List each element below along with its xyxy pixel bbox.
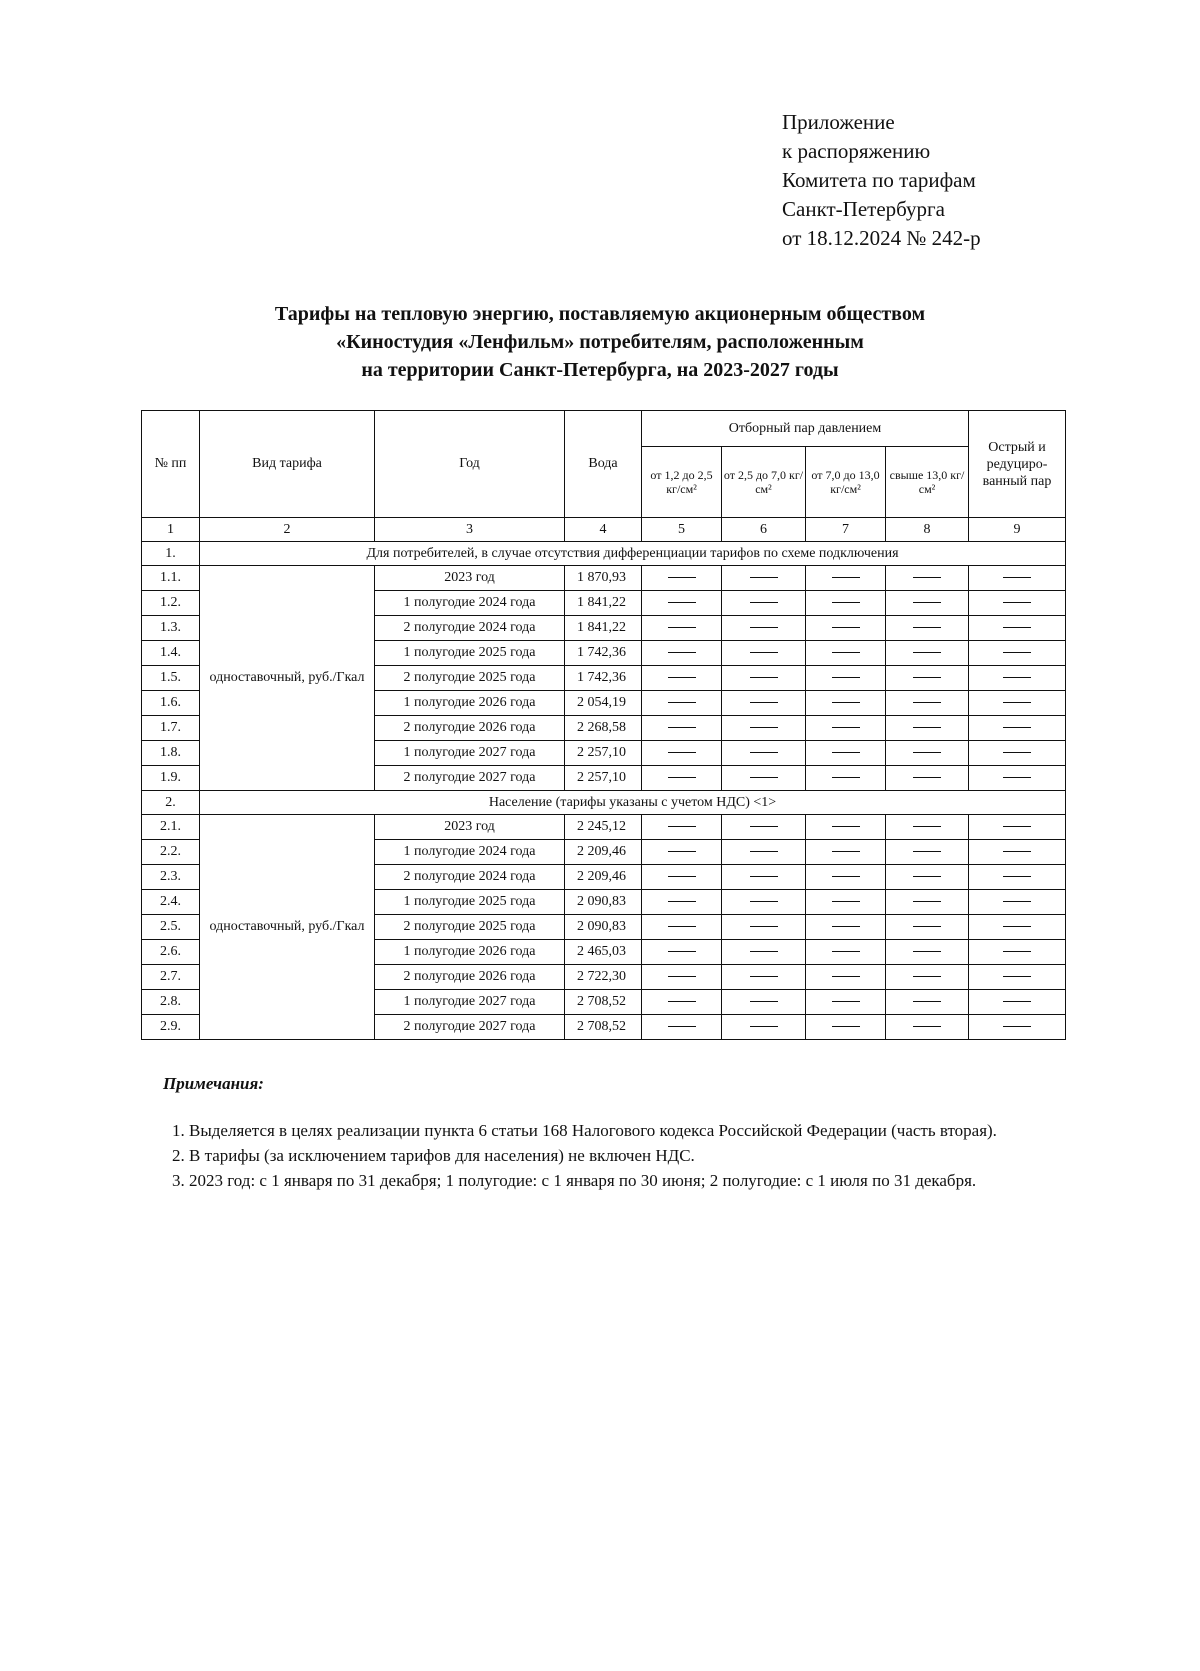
empty-value-cell [806,566,886,591]
section-title: Для потребителей, в случае отсутствия дифференциации тарифов по схеме подключения [200,542,1066,566]
dash-mark [750,1001,778,1002]
water-value: 2 257,10 [565,741,642,766]
year-cell: 1 полугодие 2025 года [375,641,565,666]
dash-mark [750,976,778,977]
empty-value-cell [886,940,969,965]
empty-value-cell [642,965,722,990]
row-number: 1.2. [142,591,200,616]
dash-mark [832,851,860,852]
water-value: 2 054,19 [565,691,642,716]
dash-mark [1003,752,1031,753]
dash-mark [1003,976,1031,977]
header-sharp-steam: Острый и редуциро-ванный пар [969,411,1066,518]
dash-mark [832,826,860,827]
empty-value-cell [722,741,806,766]
dash-mark [913,876,941,877]
dash-mark [668,1026,696,1027]
header-steam-3: от 7,0 до 13,0 кг/см² [806,447,886,518]
dash-mark [668,777,696,778]
appendix-block [782,108,981,253]
note-item: 3. 2023 год: с 1 января по 31 декабря; 1 полугодие: с 1 января по 30 июня; 2 полугодие: с 1 июля по 31 декабря. [189,1168,997,1193]
empty-value-cell [806,691,886,716]
year-cell: 2023 год [375,815,565,840]
dash-mark [1003,876,1031,877]
empty-value-cell [722,716,806,741]
dash-mark [750,727,778,728]
dash-mark [668,602,696,603]
row-number: 2.5. [142,915,200,940]
appendix-line: от 18.12.2024 № 242-р [782,226,981,250]
empty-value-cell [886,641,969,666]
table-row [142,815,1066,840]
title-line: «Киностудия «Ленфильм» потребителям, расположенным [336,331,864,353]
dash-mark [913,1026,941,1027]
notes-list [163,1118,997,1193]
dash-mark [832,702,860,703]
empty-value-cell [969,815,1066,840]
water-value: 2 209,46 [565,840,642,865]
water-value: 1 742,36 [565,666,642,691]
empty-value-cell [722,566,806,591]
dash-mark [832,976,860,977]
empty-value-cell [886,1015,969,1040]
dash-mark [750,926,778,927]
dash-mark [668,851,696,852]
dash-mark [750,702,778,703]
dash-mark [750,901,778,902]
empty-value-cell [722,666,806,691]
empty-value-cell [886,716,969,741]
year-cell: 2 полугодие 2027 года [375,1015,565,1040]
row-number: 1.5. [142,666,200,691]
row-number: 2.2. [142,840,200,865]
empty-value-cell [722,1015,806,1040]
empty-value-cell [722,766,806,791]
row-number: 1.4. [142,641,200,666]
empty-value-cell [969,840,1066,865]
empty-value-cell [722,915,806,940]
water-value: 1 742,36 [565,641,642,666]
empty-value-cell [806,666,886,691]
empty-value-cell [722,691,806,716]
empty-value-cell [722,815,806,840]
dash-mark [668,577,696,578]
water-value: 2 090,83 [565,890,642,915]
header-year: Год [375,411,565,518]
empty-value-cell [642,865,722,890]
empty-value-cell [806,741,886,766]
header-water: Вода [565,411,642,518]
dash-mark [668,976,696,977]
empty-value-cell [969,716,1066,741]
dash-mark [913,577,941,578]
dash-mark [832,677,860,678]
dash-mark [913,752,941,753]
year-cell: 2 полугодие 2026 года [375,716,565,741]
water-value: 1 870,93 [565,566,642,591]
empty-value-cell [886,691,969,716]
water-value: 2 268,58 [565,716,642,741]
dash-mark [750,652,778,653]
empty-value-cell [642,915,722,940]
empty-value-cell [642,766,722,791]
dash-mark [668,826,696,827]
section-row [142,791,1066,815]
year-cell: 1 полугодие 2024 года [375,840,565,865]
empty-value-cell [806,840,886,865]
dash-mark [750,602,778,603]
dash-mark [668,652,696,653]
empty-value-cell [642,566,722,591]
dash-mark [1003,1001,1031,1002]
dash-mark [750,777,778,778]
dash-mark [1003,627,1031,628]
empty-value-cell [642,666,722,691]
tariff-type-cell: одноставочный, руб./Гкал [200,566,375,791]
empty-value-cell [969,766,1066,791]
dash-mark [750,851,778,852]
column-number: 7 [806,518,886,542]
water-value: 2 245,12 [565,815,642,840]
dash-mark [832,727,860,728]
empty-value-cell [806,641,886,666]
empty-value-cell [722,641,806,666]
empty-value-cell [722,616,806,641]
dash-mark [913,1001,941,1002]
year-cell: 2023 год [375,566,565,591]
dash-mark [668,752,696,753]
water-value: 1 841,22 [565,591,642,616]
row-number: 2.8. [142,990,200,1015]
empty-value-cell [969,865,1066,890]
year-cell: 2 полугодие 2024 года [375,616,565,641]
dash-mark [913,727,941,728]
water-value: 2 090,83 [565,915,642,940]
row-number: 1.3. [142,616,200,641]
empty-value-cell [886,766,969,791]
column-number: 4 [565,518,642,542]
empty-value-cell [969,666,1066,691]
dash-mark [913,826,941,827]
column-numbers-row [142,518,1066,542]
empty-value-cell [969,940,1066,965]
year-cell: 2 полугодие 2024 года [375,865,565,890]
year-cell: 2 полугодие 2025 года [375,666,565,691]
dash-mark [668,727,696,728]
empty-value-cell [886,741,969,766]
dash-mark [832,1001,860,1002]
empty-value-cell [806,940,886,965]
empty-value-cell [886,591,969,616]
section-row [142,542,1066,566]
dash-mark [913,652,941,653]
note-item: 1. Выделяется в целях реализации пункта 6 статьи 168 Налогового кодекса Российской Федерации (часть вторая). [189,1118,997,1143]
empty-value-cell [642,890,722,915]
appendix-line: к распоряжению [782,139,931,163]
dash-mark [668,901,696,902]
empty-value-cell [969,591,1066,616]
dash-mark [668,677,696,678]
section-number: 2. [142,791,200,815]
dash-mark [668,876,696,877]
empty-value-cell [642,716,722,741]
empty-value-cell [722,965,806,990]
column-number: 8 [886,518,969,542]
dash-mark [750,677,778,678]
dash-mark [750,1026,778,1027]
empty-value-cell [642,940,722,965]
column-number: 2 [200,518,375,542]
empty-value-cell [806,915,886,940]
year-cell: 1 полугодие 2026 года [375,691,565,716]
dash-mark [832,901,860,902]
dash-mark [1003,577,1031,578]
dash-mark [750,627,778,628]
row-number: 1.6. [142,691,200,716]
empty-value-cell [886,965,969,990]
header-num: № пп [142,411,200,518]
empty-value-cell [806,965,886,990]
empty-value-cell [642,691,722,716]
dash-mark [913,777,941,778]
dash-mark [668,926,696,927]
empty-value-cell [806,716,886,741]
row-number: 2.7. [142,965,200,990]
empty-value-cell [886,865,969,890]
empty-value-cell [969,990,1066,1015]
dash-mark [913,951,941,952]
row-number: 2.4. [142,890,200,915]
dash-mark [1003,602,1031,603]
dash-mark [1003,951,1031,952]
empty-value-cell [806,766,886,791]
dash-mark [750,752,778,753]
year-cell: 1 полугодие 2024 года [375,591,565,616]
notes-block [163,1074,997,1193]
dash-mark [1003,727,1031,728]
empty-value-cell [886,666,969,691]
year-cell: 1 полугодие 2026 года [375,940,565,965]
dash-mark [750,826,778,827]
dash-mark [668,627,696,628]
empty-value-cell [642,815,722,840]
dash-mark [832,602,860,603]
empty-value-cell [806,890,886,915]
dash-mark [668,1001,696,1002]
dash-mark [913,851,941,852]
dash-mark [1003,777,1031,778]
dash-mark [913,926,941,927]
empty-value-cell [722,591,806,616]
empty-value-cell [806,1015,886,1040]
water-value: 1 841,22 [565,616,642,641]
empty-value-cell [642,840,722,865]
row-number: 2.1. [142,815,200,840]
dash-mark [832,1026,860,1027]
dash-mark [832,577,860,578]
column-number: 1 [142,518,200,542]
year-cell: 1 полугодие 2025 года [375,890,565,915]
title-line: на территории Санкт-Петербурга, на 2023-2027 годы [361,359,839,381]
dash-mark [913,702,941,703]
header-steam-1: от 1,2 до 2,5 кг/см² [642,447,722,518]
empty-value-cell [886,915,969,940]
water-value: 2 722,30 [565,965,642,990]
dash-mark [832,627,860,628]
empty-value-cell [806,591,886,616]
dash-mark [1003,677,1031,678]
empty-value-cell [722,940,806,965]
water-value: 2 465,03 [565,940,642,965]
empty-value-cell [886,616,969,641]
dash-mark [832,926,860,927]
empty-value-cell [642,616,722,641]
dash-mark [1003,702,1031,703]
empty-value-cell [642,990,722,1015]
row-number: 1.7. [142,716,200,741]
empty-value-cell [722,890,806,915]
dash-mark [1003,826,1031,827]
empty-value-cell [806,616,886,641]
dash-mark [832,876,860,877]
title-line: Тарифы на тепловую энергию, поставляемую акционерным обществом [274,303,926,325]
empty-value-cell [642,641,722,666]
column-number: 5 [642,518,722,542]
dash-mark [750,577,778,578]
water-value: 2 257,10 [565,766,642,791]
empty-value-cell [886,890,969,915]
dash-mark [832,652,860,653]
document-title [150,300,1050,384]
empty-value-cell [642,591,722,616]
dash-mark [913,677,941,678]
empty-value-cell [969,566,1066,591]
appendix-line: Приложение [782,110,895,134]
empty-value-cell [969,616,1066,641]
row-number: 1.1. [142,566,200,591]
dash-mark [832,951,860,952]
empty-value-cell [969,741,1066,766]
year-cell: 1 полугодие 2027 года [375,990,565,1015]
water-value: 2 708,52 [565,990,642,1015]
row-number: 1.8. [142,741,200,766]
year-cell: 2 полугодие 2027 года [375,766,565,791]
empty-value-cell [642,741,722,766]
dash-mark [913,976,941,977]
empty-value-cell [806,815,886,840]
dash-mark [913,627,941,628]
section-title: Население (тарифы указаны с учетом НДС) <1> [200,791,1066,815]
dash-mark [832,752,860,753]
header-steam-2: от 2,5 до 7,0 кг/см² [722,447,806,518]
empty-value-cell [886,566,969,591]
column-number: 9 [969,518,1066,542]
row-number: 2.9. [142,1015,200,1040]
table-row [142,566,1066,591]
appendix-line: Санкт-Петербурга [782,197,945,221]
empty-value-cell [969,890,1066,915]
note-item: 2. В тарифы (за исключением тарифов для населения) не включен НДС. [189,1143,997,1168]
year-cell: 1 полугодие 2027 года [375,741,565,766]
column-number: 3 [375,518,565,542]
dash-mark [1003,851,1031,852]
empty-value-cell [969,915,1066,940]
empty-value-cell [969,1015,1066,1040]
empty-value-cell [886,815,969,840]
empty-value-cell [722,840,806,865]
empty-value-cell [886,840,969,865]
dash-mark [913,901,941,902]
dash-mark [1003,901,1031,902]
empty-value-cell [722,865,806,890]
water-value: 2 708,52 [565,1015,642,1040]
row-number: 2.3. [142,865,200,890]
table-body [142,542,1066,1040]
empty-value-cell [969,691,1066,716]
year-cell: 2 полугодие 2026 года [375,965,565,990]
dash-mark [668,951,696,952]
empty-value-cell [722,990,806,1015]
row-number: 1.9. [142,766,200,791]
dash-mark [668,702,696,703]
tariff-type-cell: одноставочный, руб./Гкал [200,815,375,1040]
empty-value-cell [806,990,886,1015]
dash-mark [1003,652,1031,653]
empty-value-cell [806,865,886,890]
tariffs-table [141,410,1066,1040]
row-number: 2.6. [142,940,200,965]
empty-value-cell [969,641,1066,666]
header-tariff-type: Вид тарифа [200,411,375,518]
dash-mark [913,602,941,603]
dash-mark [750,951,778,952]
dash-mark [1003,926,1031,927]
header-steam-group: Отборный пар давлением [642,411,969,447]
empty-value-cell [969,965,1066,990]
section-number: 1. [142,542,200,566]
empty-value-cell [642,1015,722,1040]
dash-mark [750,876,778,877]
dash-mark [1003,1026,1031,1027]
dash-mark [832,777,860,778]
column-number: 6 [722,518,806,542]
appendix-line: Комитета по тарифам [782,168,976,192]
header-steam-4: свыше 13,0 кг/см² [886,447,969,518]
empty-value-cell [886,990,969,1015]
notes-title: Примечания: [163,1074,264,1093]
water-value: 2 209,46 [565,865,642,890]
year-cell: 2 полугодие 2025 года [375,915,565,940]
